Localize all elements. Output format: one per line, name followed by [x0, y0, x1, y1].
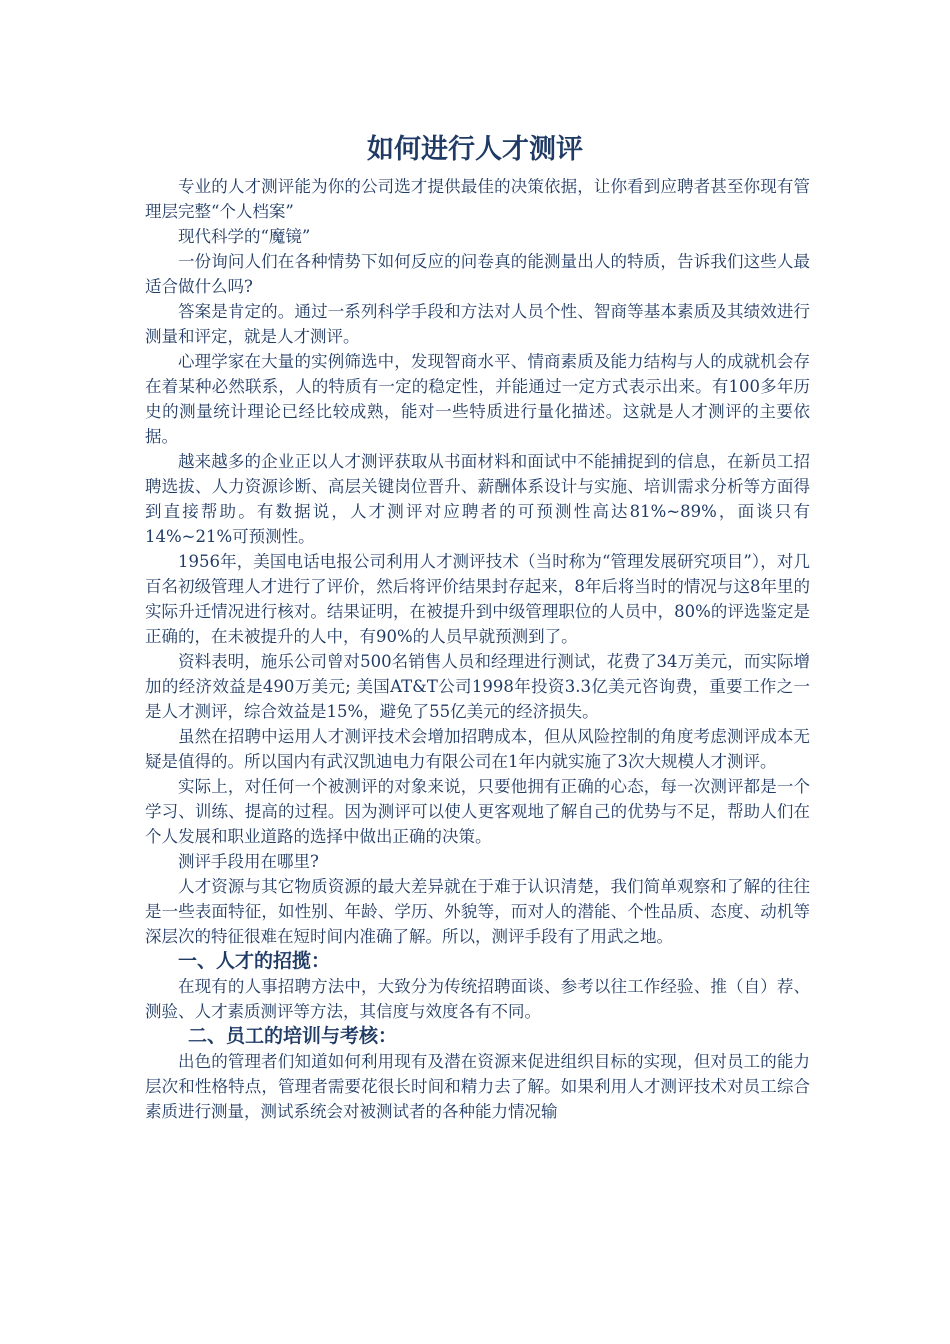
paragraph-xerox: 资料表明，施乐公司曾对500名销售人员和经理进行测试，花费了34万美元，而实际增加的经济效益是490万美元; 美国AT&T公司1998年投资3.3亿美元咨询费，重要工作之一是人才测评，综合效益是15%，避免了55亿美元的经济损失。 [145, 652, 810, 721]
paragraph-psychologists: 心理学家在大量的实例筛选中，发现智商水平、情商素质及能力结构与人的成就机会存在着某种必然联系，人的特质有一定的稳定性，并能通过一定方式表示出来。有100多年历史的测量统计理论已经比较成熟，能对一些特质进行量化描述。这就是人才测评的主要依据。 [145, 352, 810, 446]
paragraph-differences: 人才资源与其它物质资源的最大差异就在于难于认识清楚，我们简单观察和了解的往往是一些表面特征，如性别、年龄、学历、外貌等，而对人的潜能、个性品质、态度、动机等深层次的特征很难在短时间内准确了解。所以，测评手段有了用武之地。 [145, 877, 810, 946]
paragraph-question: 一份询问人们在各种情势下如何反应的问卷真的能测量出人的特质，告诉我们这些人最适合做什么吗? [145, 252, 810, 296]
paragraph-subheading-mirror: 现代科学的“魔镜” [178, 227, 311, 246]
paragraph-mindset: 实际上，对任何一个被测评的对象来说，只要他拥有正确的心态，每一次测评都是一个学习、训练、提高的过程。因为测评可以使人更客观地了解自己的优势与不足，帮助人们在个人发展和职业道路的选择中做出正确的决策。 [145, 777, 810, 846]
paragraph-training: 出色的管理者们知道如何利用现有及潜在资源来促进组织目标的实现，但对员工的能力层次和性格特点，管理者需要花很长时间和精力去了解。如果利用人才测评技术对员工综合素质进行测量，测试系统会对被测试者的各种能力情况输 [145, 1052, 810, 1121]
section-heading-recruitment: 一、人才的招揽： [178, 950, 331, 972]
section-heading-training: 二、员工的培训与考核： [188, 1025, 398, 1047]
document-title: 如何进行人才测评 [367, 134, 583, 165]
paragraph-att-1956: 1956年，美国电话电报公司利用人才测评技术（当时称为“管理发展研究项目”），对几百名初级管理人才进行了评价，然后将评价结果封存起来，8年后将当时的情况与这8年里的实际升迁情况进行核对。结果证明，在被提升到中级管理职位的人员中，80%的评选鉴定是正确的，在未被提升的人中，有90%的人员早就预测到了。 [145, 552, 810, 646]
paragraph-answer: 答案是肯定的。通过一系列科学手段和方法对人员个性、智商等基本素质及其绩效进行测量和评定，就是人才测评。 [145, 302, 810, 346]
paragraph-cost: 虽然在招聘中运用人才测评技术会增加招聘成本，但从风险控制的角度考虑测评成本无疑是值得的。所以国内有武汉凯迪电力有限公司在1年内就实施了3次大规模人才测评。 [145, 727, 810, 771]
paragraph-recruitment: 在现有的人事招聘方法中，大致分为传统招聘面谈、参考以往工作经验、推（自）荐、测验、人才素质测评等方法，其信度与效度各有不同。 [145, 977, 810, 1021]
paragraph-intro: 专业的人才测评能为你的公司选才提供最佳的决策依据，让你看到应聘者甚至你现有管理层完整“个人档案” [145, 177, 810, 221]
paragraph-enterprises: 越来越多的企业正以人才测评获取从书面材料和面试中不能捕捉到的信息，在新员工招聘选拔、人力资源诊断、高层关键岗位晋升、薪酬体系设计与实施、培训需求分析等方面得到直接帮助。有数据说，人才测评对应聘者的可预测性高达81%~89%，面谈只有14%~21%可预测性。 [145, 452, 810, 546]
document-body [145, 174, 810, 1124]
paragraph-where-used: 测评手段用在哪里? [178, 852, 319, 871]
